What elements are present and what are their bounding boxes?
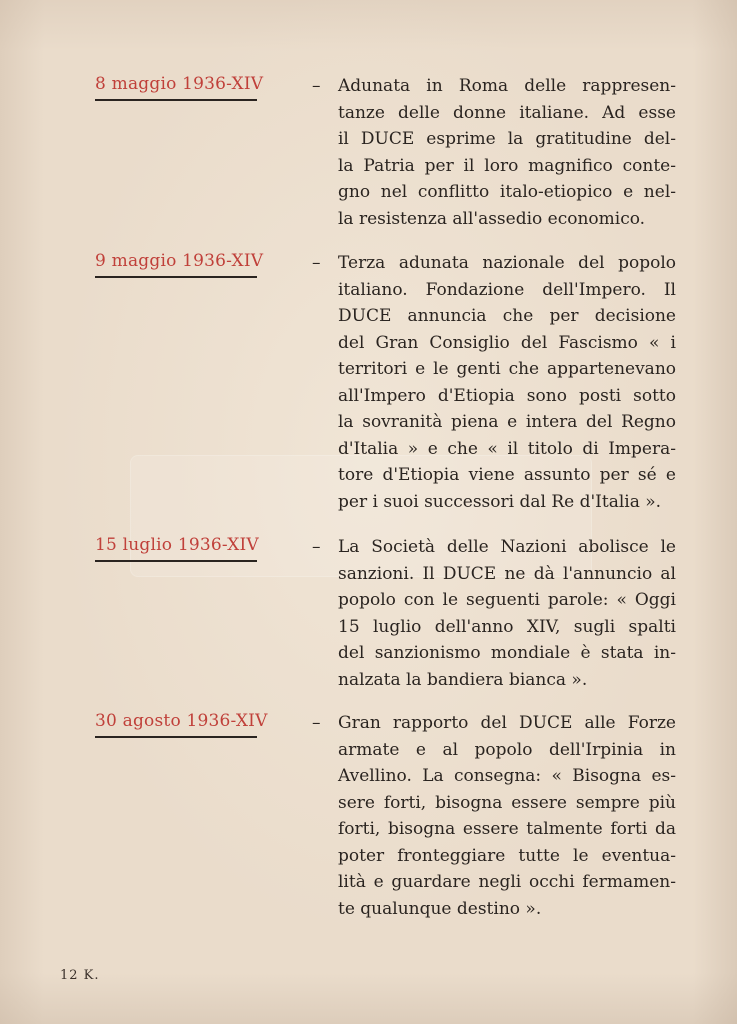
text-line: d'Italia » e che « il titolo di Impera- (338, 438, 676, 459)
date-block (95, 534, 257, 562)
text-line: te qualunque destino ». (338, 898, 542, 919)
date-underline (95, 736, 257, 738)
text-line: forti, bisogna essere talmente forti da (338, 819, 676, 839)
text-line: gno nel conflitto italo-etiopico e nel- (338, 182, 676, 202)
text-line: la resistenza all'assedio economico. (338, 208, 646, 229)
entry-dash: – (312, 76, 321, 96)
text-line: nalzata la bandiera bianca ». (338, 669, 588, 690)
text-line: il DUCE esprime la gratitudine del- (338, 129, 676, 149)
text-line: del Gran Consiglio del Fascismo « i (338, 332, 676, 353)
entry-date: 8 maggio 1936-XIV (95, 74, 264, 94)
date-underline (95, 560, 257, 562)
date-block (95, 250, 264, 278)
date-block (95, 73, 264, 101)
text-line: Avellino. La consegna: « Bisogna es- (338, 766, 676, 786)
entry-text (338, 534, 676, 693)
text-line: tore d'Etiopia viene assunto per sé e (338, 465, 676, 485)
text-line: Gran rapporto del DUCE alle Forze (338, 713, 676, 733)
text-line: lità e guardare negli occhi fermamen- (338, 872, 676, 892)
text-line: la Patria per il loro magnifico conte- (338, 155, 676, 176)
date-underline (95, 99, 257, 101)
entry-text (338, 73, 676, 232)
text-line: 15 luglio dell'anno XIV, sugli spalti (338, 616, 676, 637)
text-line: la sovranità piena e intera del Regno (338, 412, 676, 432)
date-underline (95, 276, 257, 278)
text-line: sanzioni. Il DUCE ne dà l'annuncio al (338, 563, 676, 584)
entry-text (338, 710, 676, 922)
entry-date: 15 luglio 1936-XIV (95, 535, 259, 555)
text-line: italiano. Fondazione dell'Impero. Il (338, 279, 676, 300)
entry-dash: – (312, 713, 321, 733)
text-line: popolo con le seguenti parole: « Oggi (338, 590, 676, 610)
entry-date: 9 maggio 1936-XIV (95, 251, 264, 271)
entry-dash: – (312, 537, 321, 557)
entry-dash: – (312, 253, 321, 273)
text-line: DUCE annuncia che per decisione (338, 306, 676, 326)
page-number: 12 K. (60, 968, 100, 983)
text-line: poter fronteggiare tutte le eventua- (338, 845, 676, 866)
text-line: territori e le genti che appartenevano (338, 359, 676, 379)
text-line: armate e al popolo dell'Irpinia in (338, 739, 676, 760)
entry-date: 30 agosto 1936-XIV (95, 711, 268, 731)
text-line: Terza adunata nazionale del popolo (338, 253, 676, 273)
text-line: per i suoi successori dal Re d'Italia ». (338, 491, 662, 512)
entry-text (338, 250, 676, 515)
date-block (95, 710, 268, 738)
text-line: all'Impero d'Etiopia sono posti sotto (338, 385, 676, 406)
text-line: sere forti, bisogna essere sempre più (338, 792, 676, 813)
text-line: La Società delle Nazioni abolisce le (338, 537, 676, 557)
text-line: Adunata in Roma delle rappresen- (338, 76, 676, 96)
text-line: tanze delle donne italiane. Ad esse (338, 102, 676, 123)
text-line: del sanzionismo mondiale è stata in- (338, 643, 676, 663)
